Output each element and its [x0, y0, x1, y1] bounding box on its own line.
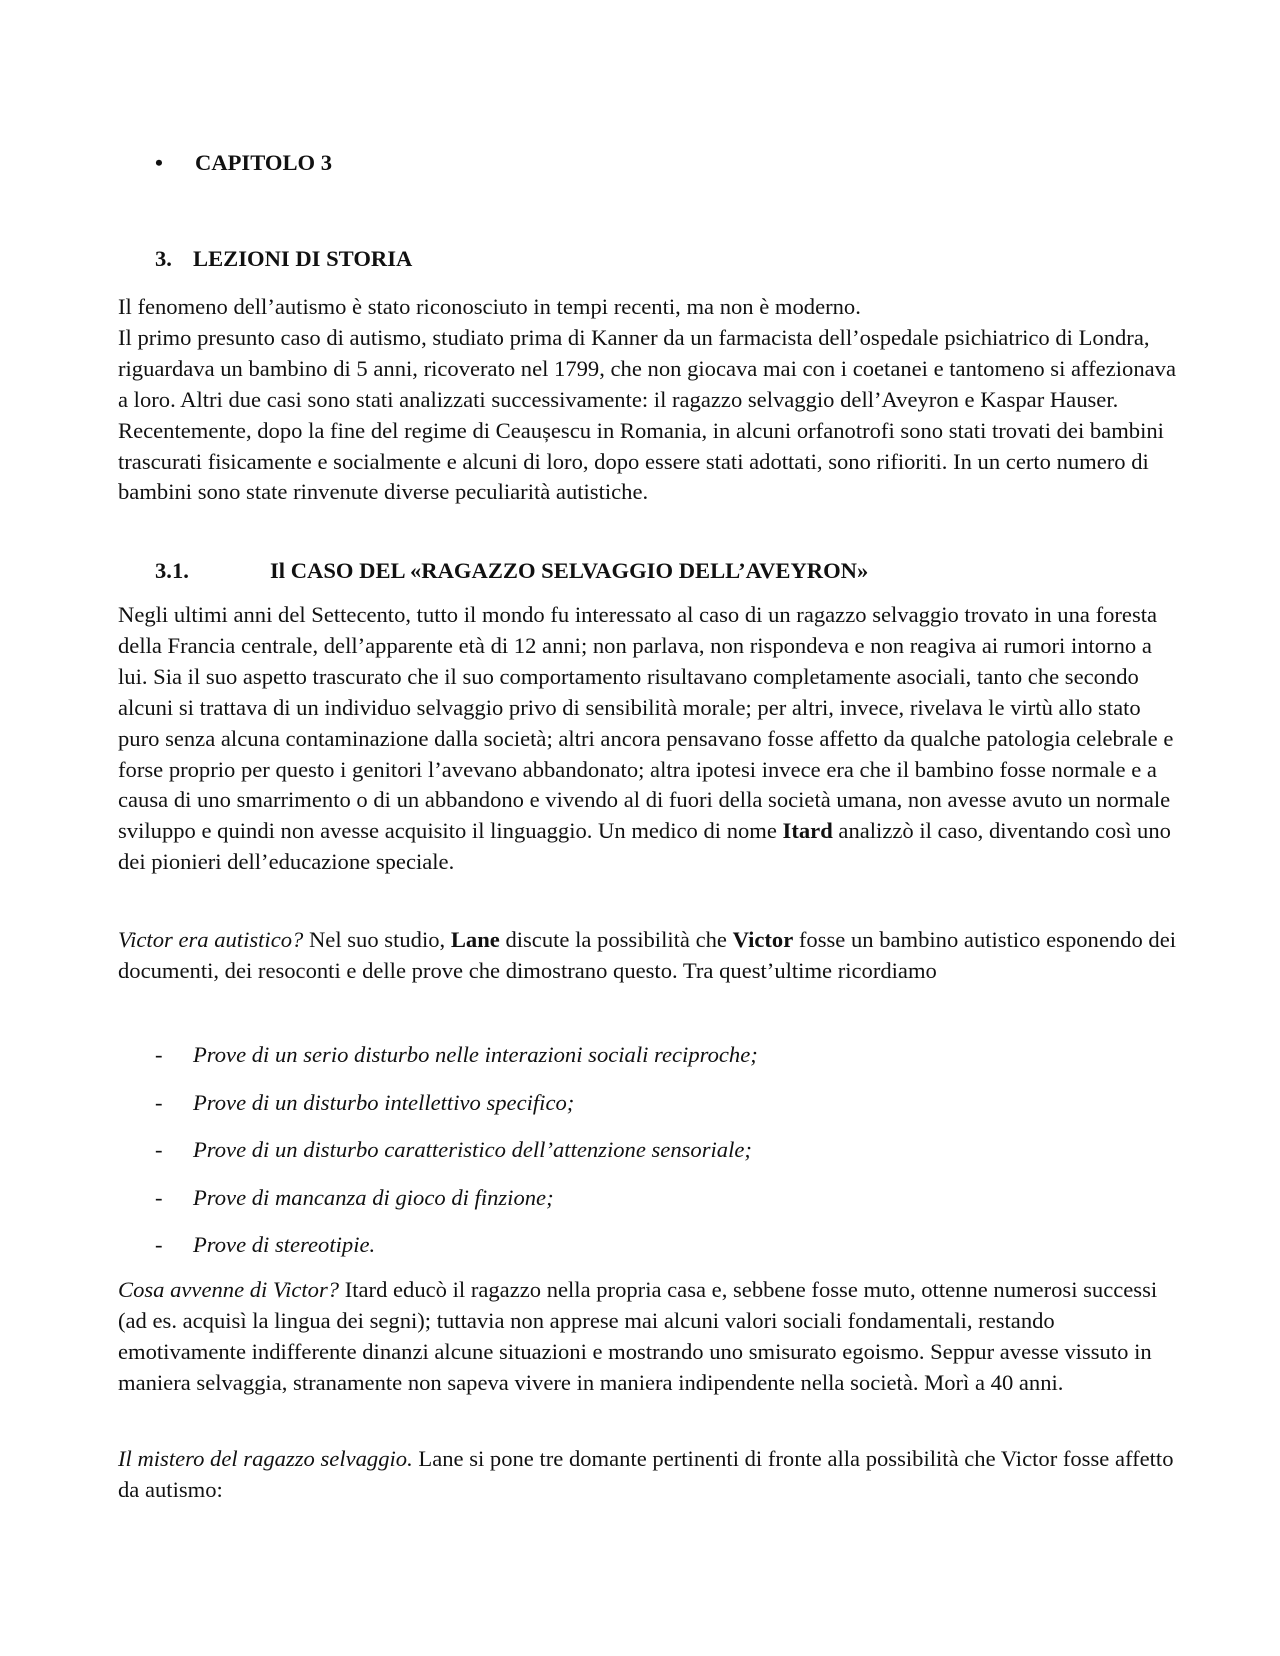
section-number: 3. — [155, 246, 172, 271]
list-item — [155, 1230, 1155, 1278]
list-item-text: Prove di un disturbo caratteristico dell’attenzione sensoriale; — [193, 1137, 752, 1163]
list-item-text: Prove di mancanza di gioco di finzione; — [193, 1184, 554, 1210]
list-item — [155, 1088, 1155, 1136]
paragraph-mystery — [118, 1444, 1178, 1506]
paragraph-text: Lane si pone tre domante pertinenti di fronte alla possibilità che Victor fosse affetto da autismo: — [118, 1446, 1174, 1502]
paragraph-text: analizzò il caso, diventando così uno dei pionieri dell’educazione speciale. — [118, 818, 1171, 875]
italic-lead: Il mistero del ragazzo selvaggio. — [118, 1446, 413, 1471]
paragraph-text: Negli ultimi anni del Settecento, tutto il mondo fu interessato al caso di un ragazzo selvaggio trovato in una foresta della Francia centrale, dell’apparente età di 12 anni; non parlava, non rispondeva e non reagiva ai rumori intorno a lui. Sia il suo aspetto trascurato che il suo comportamento risultavano completamente asociali, tanto che secondo alcuni si trattava di un individuo selvaggio privo di sensibilità morale; per altri, invece, rivelava le virtù allo stato puro senza alcuna contaminazione dalla società; altri ancora pensavano fosse affetto da qualche patologia celebrale e forse proprio per questo i genitori l’avevano abbandonato; altra ipotesi invece era che il bambino fosse normale e a causa di uno smarrimento o di un abbandono e vivendo al di fuori della società umana, non avesse avuto un normale sviluppo e quindi non avesse acquisito il linguaggio. Un medico di nome — [118, 602, 1174, 844]
section-heading — [155, 244, 412, 275]
paragraph-itard — [118, 600, 1178, 878]
list-marker: - — [155, 1089, 163, 1115]
paragraph-text: discute la possibilità che — [499, 927, 733, 952]
list-item — [155, 1135, 1155, 1183]
chapter-heading — [155, 148, 332, 179]
evidence-list — [155, 1040, 1155, 1278]
list-marker: - — [155, 1232, 163, 1258]
subsection-number: 3.1. — [155, 558, 189, 583]
paragraph-text: Itard educò il ragazzo nella propria casa e, sebbene fosse muto, ottenne numerosi successi (ad es. acquisì la lingua dei segni); tuttavia non apprese mai alcuni valori sociali fondamentali, restando emotivamente indifferente dinanzi alcune situazioni e mostrando uno smisurato egoismo. Seppur avesse vissuto in maniera selvaggia, stranamente non sapeva vivere in maniera indipendente nella società. Morì a 40 anni. — [118, 1277, 1158, 1395]
subsection-title: Il CASO DEL «RAGAZZO SELVAGGIO DELL’AVEYRON» — [270, 558, 869, 583]
subsection-heading — [155, 556, 868, 587]
paragraph-text: fosse un bambino autistico esponendo dei documenti, dei resoconti e delle prove che dimostrano questo. Tra quest’ultime ricordiamo — [118, 927, 1177, 983]
italic-lead: Victor era autistico? — [118, 927, 304, 952]
paragraph-victor-fate — [118, 1275, 1178, 1399]
bold-term-lane: Lane — [450, 927, 500, 952]
list-item-text: Prove di stereotipie. — [193, 1232, 376, 1258]
section-title: LEZIONI DI STORIA — [193, 246, 413, 271]
list-marker: - — [155, 1184, 163, 1210]
bullet-marker: • — [155, 150, 163, 175]
list-marker: - — [155, 1137, 163, 1163]
paragraph-text: Nel suo studio, — [303, 927, 451, 952]
bold-term-victor: Victor — [732, 927, 794, 952]
list-item — [155, 1183, 1155, 1231]
bold-term-itard: Itard — [782, 818, 833, 844]
chapter-label: CAPITOLO 3 — [195, 150, 333, 175]
list-item — [155, 1040, 1155, 1088]
intro-paragraph: Il fenomeno dell’autismo è stato riconosciuto in tempi recenti, ma non è moderno. Il primo presunto caso di autismo, studiato prima di Kanner da un farmacista dell’ospedale psichiatrico di Londra, riguardava un bambino di 5 anni, ricoverato nel 1799, che non giocava mai con i coetanei e tantomeno si affezionava a loro. Altri due casi sono stati analizzati successivamente: il ragazzo selvaggio dell’Aveyron e Kaspar Hauser. Recentemente, dopo la fine del regime di Ceaușescu in Romania, in alcuni orfanotrofi sono stati trovati dei bambini trascurati fisicamente e socialmente e alcuni di loro, dopo essere stati adottati, sono rifioriti. In un certo numero di bambini sono state rinvenute diverse peculiarità autistiche. — [118, 294, 1176, 505]
list-marker: - — [155, 1042, 163, 1067]
list-item-text: Prove di un disturbo intellettivo specifico; — [193, 1089, 575, 1115]
paragraph-victor-autistic — [118, 925, 1178, 987]
italic-lead: Cosa avvenne di Victor? — [118, 1277, 340, 1302]
list-item-text: Prove di un serio disturbo nelle interazioni sociali reciproche; — [193, 1042, 758, 1067]
